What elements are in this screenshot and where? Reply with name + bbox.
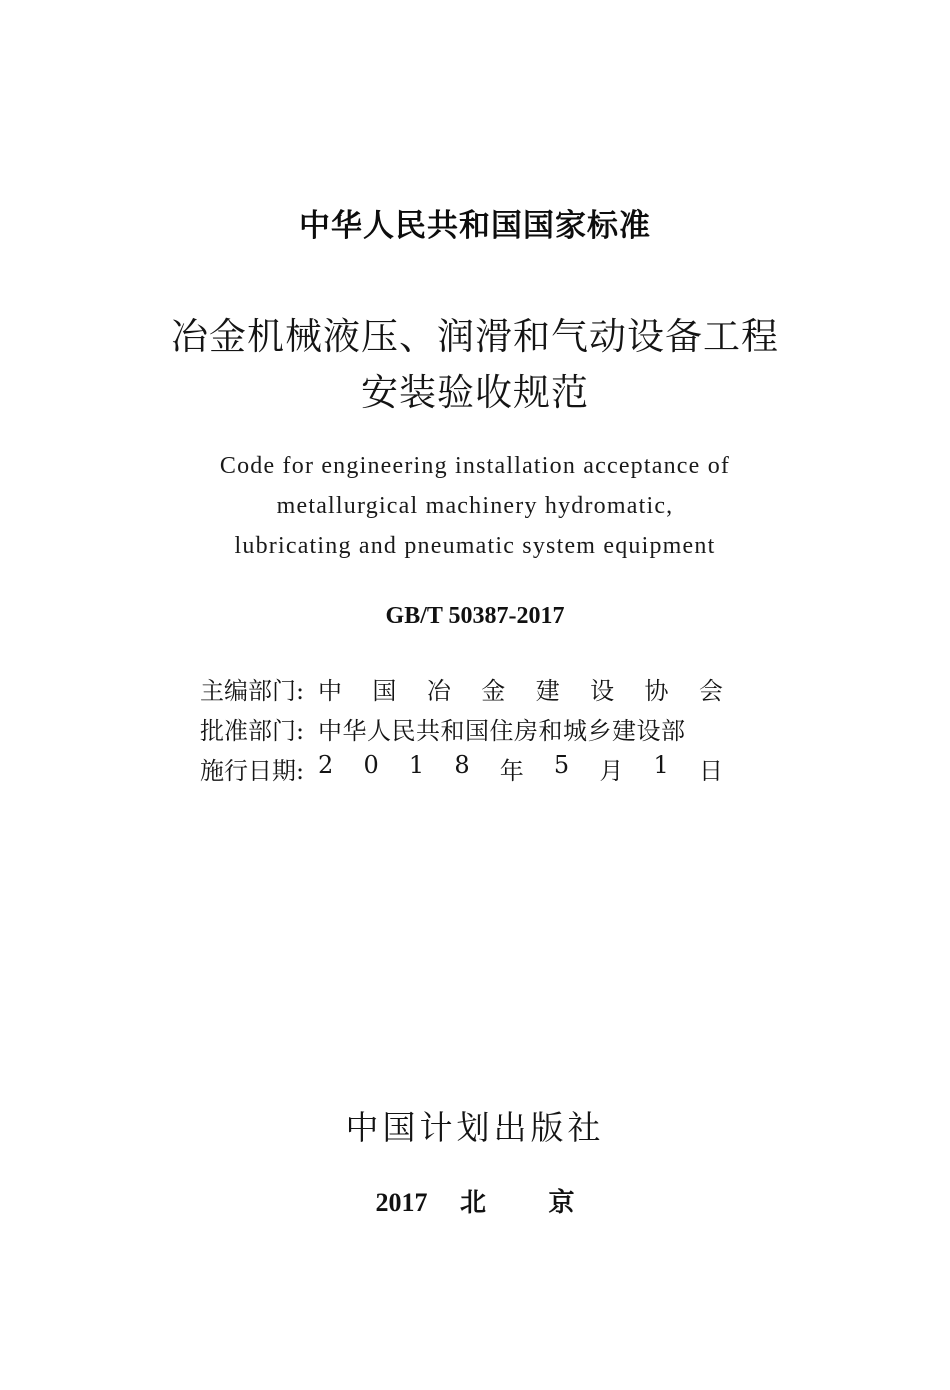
chief-editor-label: 主编部门:	[200, 676, 305, 705]
effective-date-char: 8	[454, 750, 470, 779]
english-title-line-2: metallurgical machinery hydromatic,	[276, 493, 674, 519]
effective-date-char: 日	[698, 756, 723, 785]
chief-editor-char: 中	[318, 676, 342, 705]
effective-date-char: 2	[318, 750, 334, 779]
chief-editor-char: 冶	[426, 676, 451, 705]
effective-date-char: 月	[599, 756, 624, 785]
chief-editor-row	[200, 672, 723, 704]
approved-by-row	[200, 712, 723, 744]
chief-editor-char: 金	[481, 676, 506, 705]
chief-editor-char: 国	[372, 676, 397, 705]
chief-editor-char: 设	[590, 676, 615, 705]
effective-date-char: 1	[653, 750, 669, 779]
chief-editor-char: 会	[698, 676, 723, 705]
publisher-name: 中国计划出版社	[345, 1108, 605, 1147]
effective-date-char: 0	[363, 750, 379, 779]
chinese-title-line-1: 冶金机械液压、润滑和气动设备工程	[171, 315, 779, 358]
effective-date-char: 5	[553, 750, 570, 779]
publish-city-part-2: 京	[548, 1188, 575, 1218]
english-title-line-3: lubricating and pneumatic system equipment	[234, 533, 716, 559]
effective-date-char: 年	[499, 756, 524, 785]
standard-code-number: GB/T 50387-2017	[385, 603, 565, 629]
chinese-title-line-2: 安装验收规范	[361, 371, 589, 414]
effective-date-value	[318, 751, 723, 786]
standard-category: 中华人民共和国国家标准	[299, 208, 651, 244]
publish-city-part-1: 北	[459, 1188, 486, 1218]
english-title-line-1: Code for engineering installation acceptance of	[219, 453, 731, 479]
effective-date-label: 施行日期:	[200, 756, 305, 785]
chief-editor-char: 建	[535, 676, 560, 705]
chief-editor-value	[318, 671, 723, 706]
chief-editor-char: 协	[644, 676, 669, 705]
approved-by-label: 批准部门:	[200, 716, 305, 745]
effective-date-char: 1	[408, 750, 425, 779]
effective-date-row	[200, 752, 723, 784]
publish-year-and-city	[0, 1182, 950, 1219]
approved-by-value: 中华人民共和国住房和城乡建设部	[318, 716, 686, 745]
publish-year: 2017	[375, 1188, 428, 1217]
